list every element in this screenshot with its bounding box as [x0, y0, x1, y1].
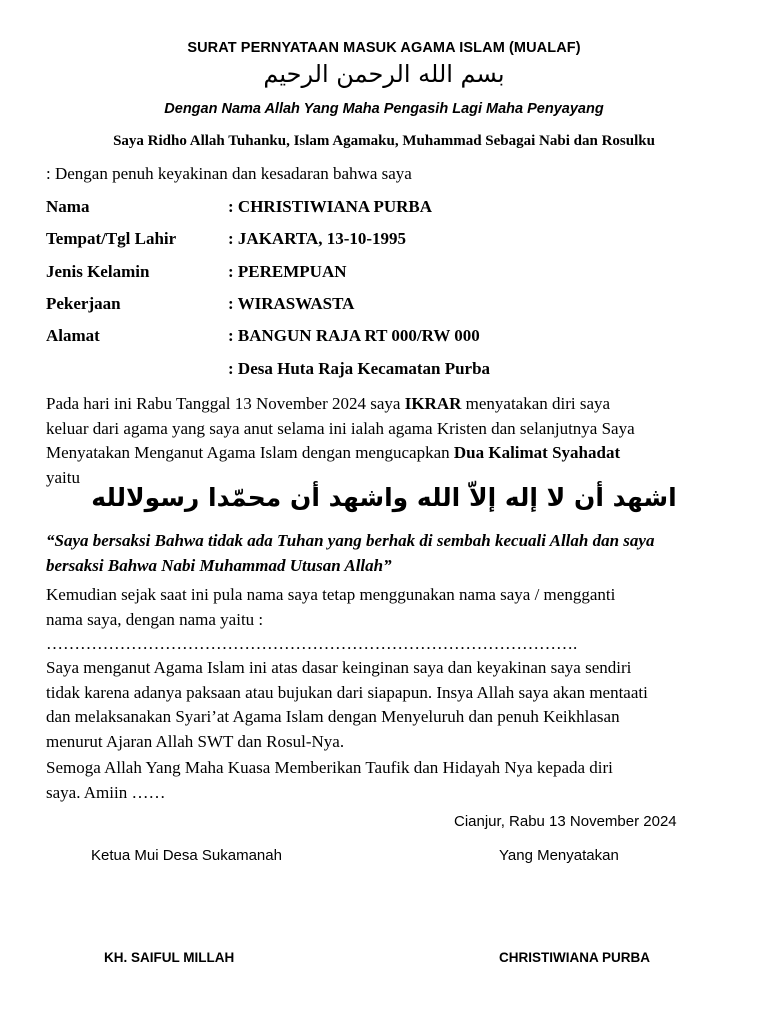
name-change-line: Kemudian sejak saat ini pula nama saya tetap menggunakan nama saya / mengganti — [46, 585, 616, 604]
sincerity-paragraph — [46, 656, 726, 754]
document-title: SURAT PERNYATAAN MASUK AGAMA ISLAM (MUALAF) — [187, 40, 581, 56]
name-blank-dotted: …………………………………………………………………………………. — [46, 634, 578, 653]
name-change-paragraph — [46, 583, 726, 657]
syahadat-translation — [46, 529, 726, 578]
syahadat-arabic: اشهد أن لا إله إلاّ الله واشهد أن محمّدا رسولالله — [91, 483, 677, 512]
declaration-line: yaitu — [46, 467, 80, 487]
sincerity-line: Saya menganut Agama Islam ini atas dasar keinginan saya dan keyakinan saya sendiri — [46, 658, 632, 677]
identity-value: : JAKARTA, 13-10-1995 — [228, 229, 407, 248]
intro-line: : Dengan penuh keyakinan dan kesadaran bahwa saya — [46, 164, 412, 183]
identity-label: Pekerjaan — [46, 294, 121, 313]
sincerity-line: tidak karena adanya paksaan atau bujukan dari siapapun. Insya Allah saya akan mentaati — [46, 682, 648, 702]
subtitle-1: Dengan Nama Allah Yang Maha Pengasih Lagi Maha Penyayang — [164, 101, 604, 117]
identity-label: Tempat/Tgl Lahir — [46, 229, 177, 248]
ikrar-bold: IKRAR — [404, 394, 462, 413]
right-signer-name: CHRISTIWIANA PURBA — [499, 950, 650, 965]
left-signer-name: KH. SAIFUL MILLAH — [104, 950, 235, 965]
basmala-arabic: بسم الله الرحمن الرحيم — [263, 60, 505, 88]
identity-value: : BANGUN RAJA RT 000/RW 000 — [228, 326, 480, 345]
declaration-line — [46, 441, 726, 466]
prayer-line: Semoga Allah Yang Maha Kuasa Memberikan Taufik dan Hidayah Nya kepada diri — [46, 758, 613, 777]
declaration-line: keluar dari agama yang saya anut selama ini ialah agama Kristen dan selanjutnya Saya — [46, 418, 635, 438]
identity-value: : Desa Huta Raja Kecamatan Purba — [228, 359, 491, 378]
identity-label: Nama — [46, 197, 90, 216]
text-run: menyatakan diri saya — [461, 394, 611, 413]
right-signer-role: Yang Menyatakan — [499, 847, 619, 864]
subtitle-2: Saya Ridho Allah Tuhanku, Islam Agamaku, Muhammad Sebagai Nabi dan Rosulku — [113, 133, 655, 149]
identity-value: : PEREMPUAN — [228, 262, 347, 281]
syahadat-bold: Dua Kalimat Syahadat — [453, 443, 621, 462]
declaration-paragraph — [46, 392, 726, 490]
identity-value: : CHRISTIWIANA PURBA — [228, 197, 433, 216]
prayer-paragraph — [46, 756, 726, 805]
declaration-line — [46, 392, 726, 417]
identity-label: Alamat — [46, 326, 100, 345]
name-change-line: nama saya, dengan nama yaitu : — [46, 609, 264, 629]
sincerity-line: dan melaksanakan Syari’at Agama Islam dengan Menyeluruh dan penuh Keikhlasan — [46, 707, 620, 726]
sincerity-line: menurut Ajaran Allah SWT dan Rosul-Nya. — [46, 731, 345, 751]
translation-line: “Saya bersaksi Bahwa tidak ada Tuhan yang berhak di sembah kecuali Allah dan saya — [46, 531, 655, 550]
left-signer-role: Ketua Mui Desa Sukamanah — [91, 847, 282, 864]
place-date: Cianjur, Rabu 13 November 2024 — [454, 813, 677, 830]
prayer-line: saya. Amiin …… — [46, 782, 166, 802]
identity-label: Jenis Kelamin — [46, 262, 150, 281]
text-run: Pada hari ini Rabu Tanggal 13 November 2024 saya — [46, 394, 405, 413]
identity-value: : WIRASWASTA — [228, 294, 355, 313]
translation-line: bersaksi Bahwa Nabi Muhammad Utusan Allah” — [46, 555, 392, 575]
text-run: Menyatakan Menganut Agama Islam dengan mengucapkan — [46, 443, 454, 462]
